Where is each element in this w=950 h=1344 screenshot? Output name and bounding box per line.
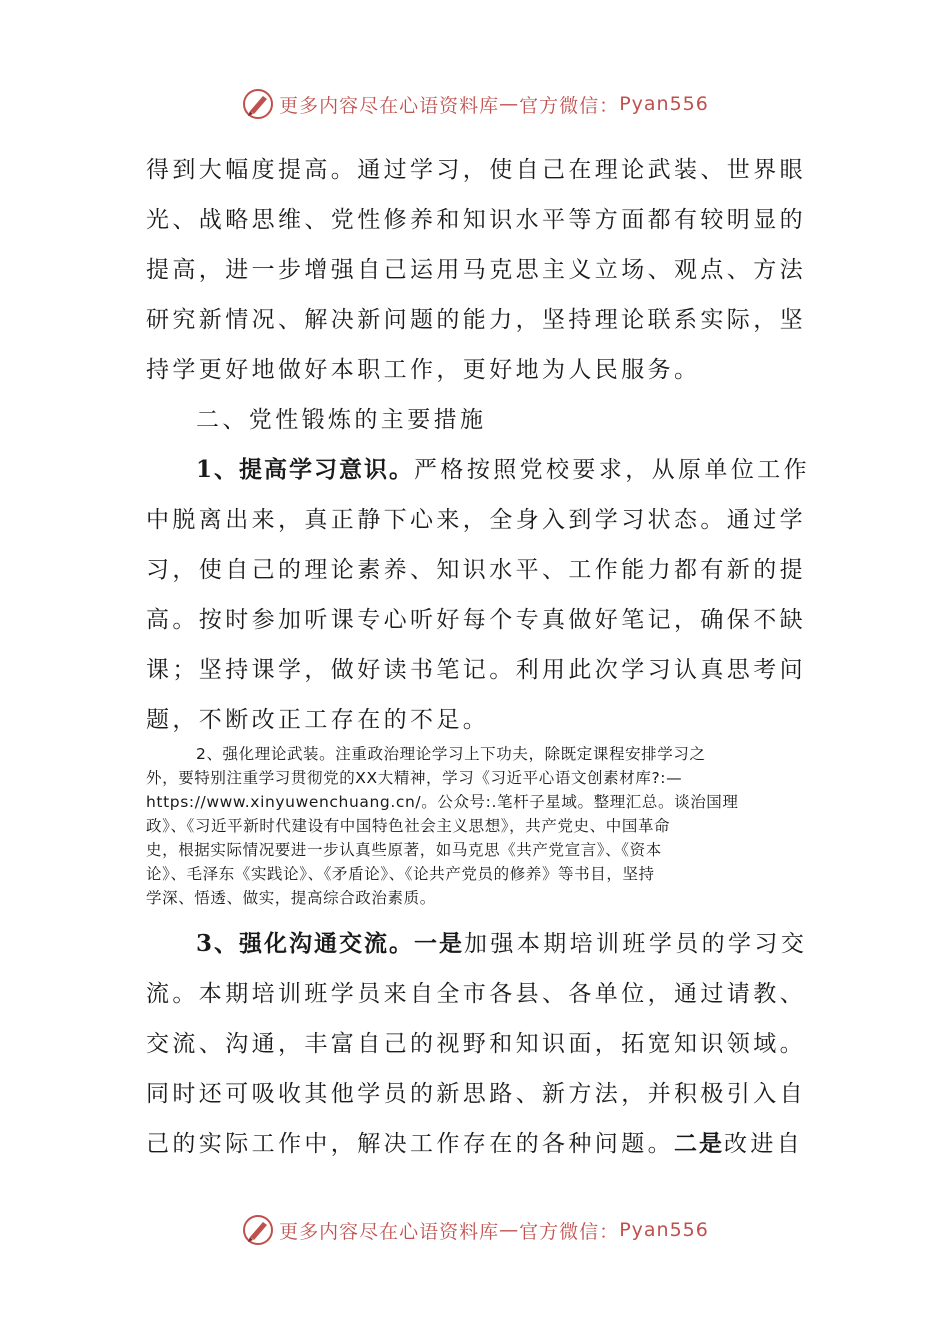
small-line: 史，根据实际情况要进一步认真些原著，如马克思《共产党宣言》、《资本 [146, 841, 662, 859]
body-line: 中脱离出来，真正静下心来，全身入到学习状态。通过学 [146, 507, 806, 533]
pen-logo-icon [241, 87, 275, 121]
banner-brand-text: 更多内容尽在心语资料库 [279, 94, 500, 117]
header-banner [0, 84, 950, 124]
small-line: 政》、《习近平新时代建设有中国特色社会主义思想》，共产党史、中国革命 [146, 817, 671, 835]
body-line: 习，使自己的理论素养、知识水平、工作能力都有新的提 [146, 557, 806, 583]
small-line: 论》、毛泽东《实践论》、《矛盾论》、《论共产党员的修养》等书目，坚持 [146, 865, 655, 883]
item-heading: 3、强化沟通交流。 [196, 930, 415, 957]
pen-logo-icon [241, 1213, 275, 1247]
body-line [196, 453, 810, 487]
banner-brand-text: 更多内容尽在心语资料库 [279, 1220, 500, 1243]
body-line: 研究新情况、解决新问题的能力，坚持理论联系实际，坚 [146, 307, 806, 333]
emphasis: 二是 [674, 1130, 724, 1157]
item-heading: 1、提高学习意识。 [196, 456, 415, 483]
body-line: 光、战略思维、党性修养和知识水平等方面都有较明显的 [146, 207, 806, 233]
body-line: 流。本期培训班学员来自全市各县、各单位，通过请教、 [146, 981, 806, 1007]
body-text: 加强本期培训班学员的学习交 [464, 931, 808, 957]
body-line: 课；坚持课学，做好读书笔记。利用此次学习认真思考问 [146, 657, 806, 683]
body-line: 高。按时参加听课专心听好每个专真做好笔记，确保不缺 [146, 607, 806, 633]
body-line: 同时还可吸收其他学员的新思路、新方法，并积极引入自 [146, 1081, 806, 1107]
banner-account: Pyan556 [619, 1219, 709, 1241]
body-line [146, 1127, 803, 1161]
small-line: 学深、悟透、做实，提高综合政治素质。 [146, 889, 436, 907]
footer-banner [0, 1210, 950, 1250]
small-line: 外，要特别注重学习贯彻党的XX大精神，学习《习近平心语文创素材库?:— [146, 769, 683, 787]
body-line: 提高，进一步增强自己运用马克思主义立场、观点、方法 [146, 257, 806, 283]
section-heading: 二、党性锻炼的主要措施 [196, 407, 487, 433]
body-text: 改进自 [724, 1131, 804, 1157]
small-line: 2、强化理论武装。注重政治理论学习上下功夫，除既定课程安排学习之 [196, 745, 706, 763]
banner-account: Pyan556 [619, 93, 709, 115]
banner-suffix-text: 官方微信： [519, 94, 620, 117]
body-line: 题，不断改正工存在的不足。 [146, 707, 490, 733]
banner-separator: — [499, 1219, 520, 1241]
body-text: 己的实际工作中，解决工作存在的各种问题。 [146, 1131, 674, 1157]
small-line: https://www.xinyuwenchuang.cn/。公众号:.笔杆子星域。整理汇总。谈治国理 [146, 793, 739, 811]
banner-separator: — [499, 93, 520, 115]
banner-suffix-text: 官方微信： [519, 1220, 620, 1243]
emphasis: 一是 [414, 930, 465, 957]
body-line: 交流、沟通，丰富自己的视野和知识面，拓宽知识领域。 [146, 1031, 806, 1057]
body-line: 得到大幅度提高。通过学习，使自己在理论武装、世界眼 [146, 157, 806, 183]
body-line: 持学更好地做好本职工作，更好地为人民服务。 [146, 357, 701, 383]
body-text: 严格按照党校要求，从原单位工作 [414, 457, 811, 483]
body-line [196, 927, 807, 961]
